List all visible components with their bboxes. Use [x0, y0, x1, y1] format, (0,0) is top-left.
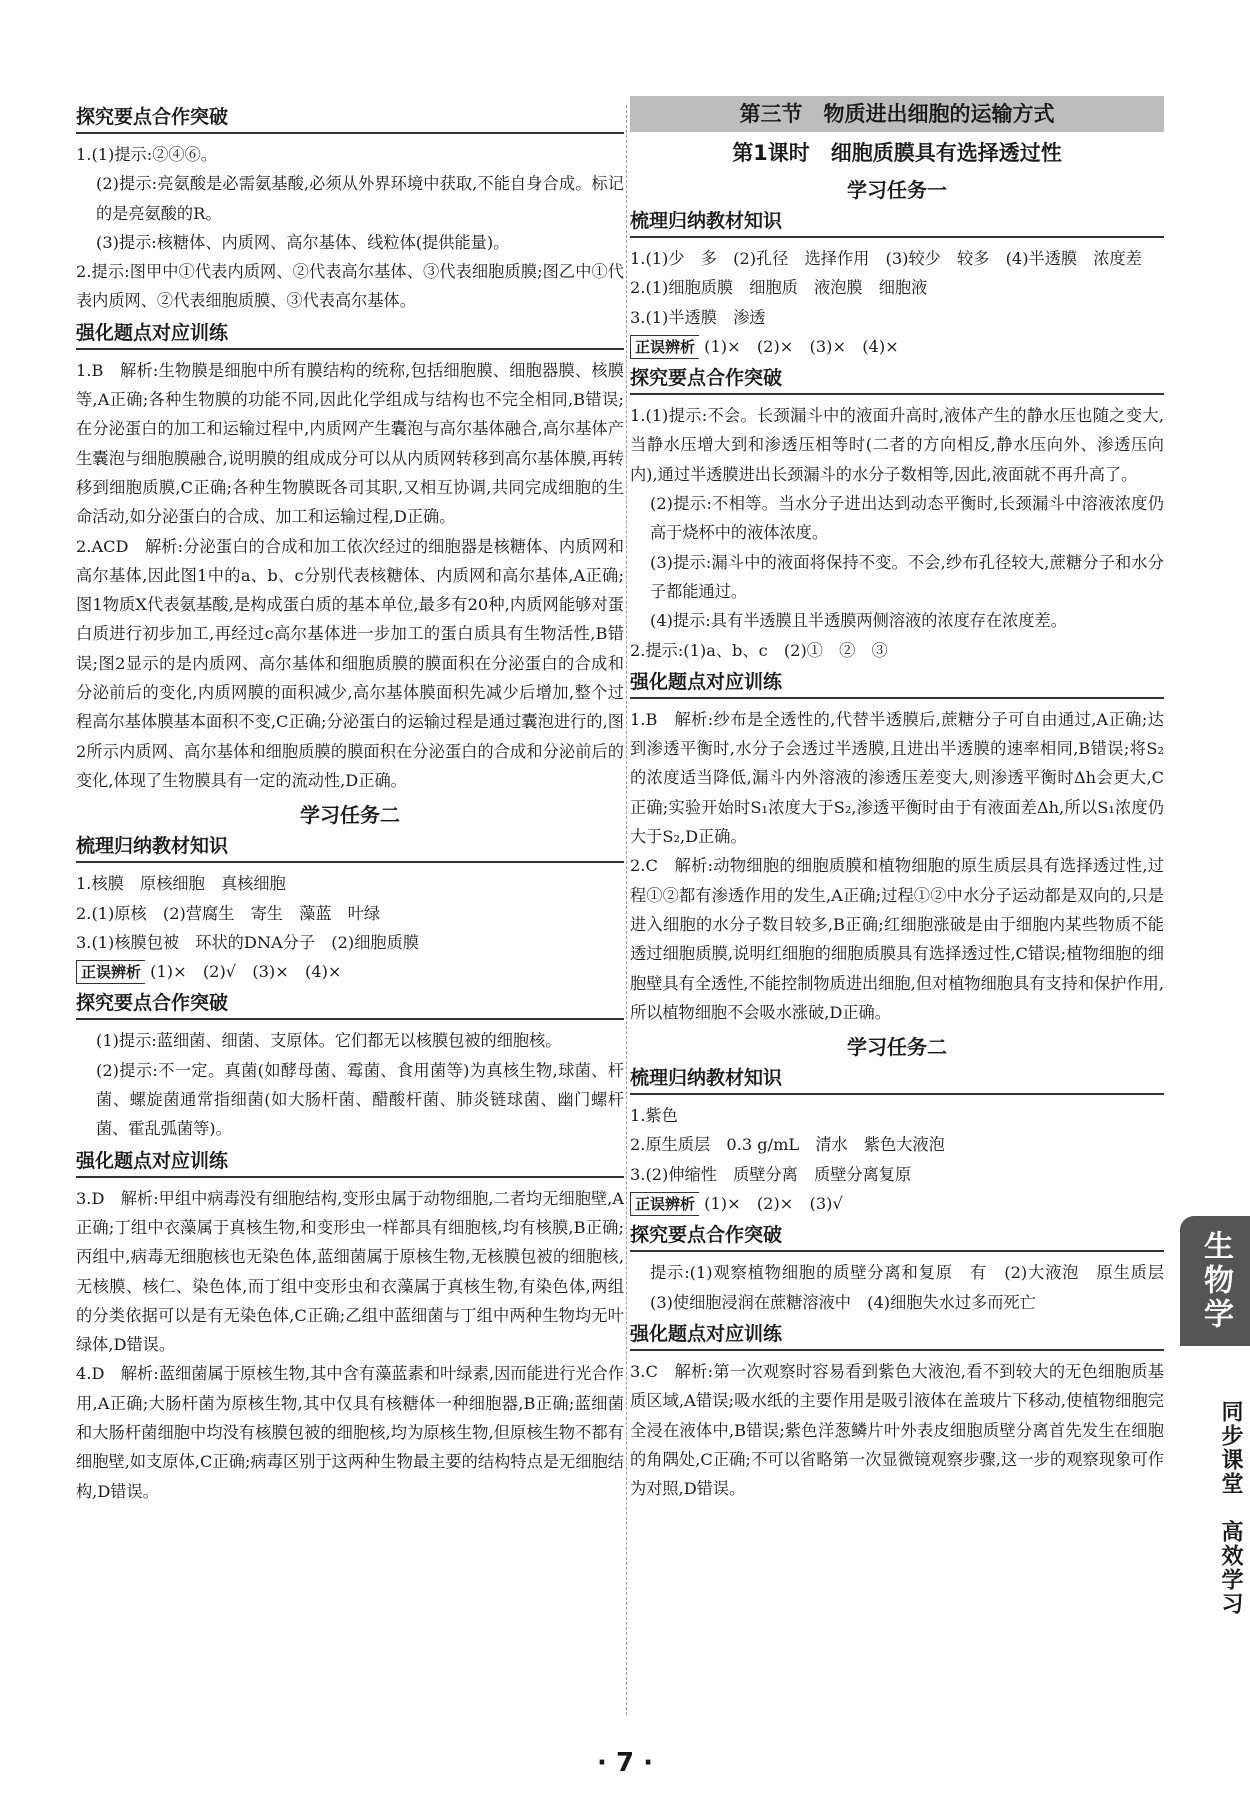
- answer-line: 1.(1)少 多 (2)孔径 选择作用 (3)较少 较多 (4)半透膜 浓度差: [630, 249, 1142, 268]
- right-column: [630, 100, 1181, 1503]
- answer-paragraph: (2)提示:不相等。当水分子进出达到动态平衡时,长颈漏斗中溶液浓度仍高于烧杯中的液体浓度。: [650, 494, 1164, 543]
- heading-review: 梳理归纳教材知识: [76, 833, 624, 863]
- answer-line: 1.核膜 原核细胞 真核细胞: [76, 874, 286, 894]
- answer-paragraph: (2)提示:不一定。真菌(如酵母菌、霉菌、食用菌等)为真核生物,球菌、杆菌、螺旋菌通常指细菌(如大肠杆菌、醋酸杆菌、肺炎链球菌、幽门螺杆菌、霍乱弧菌等)。: [96, 1060, 624, 1139]
- answer-line: 3.(2)伸缩性 质壁分离 质壁分离复原: [630, 1164, 912, 1184]
- judge-answers: (1)× (2)√ (3)× (4)×: [150, 962, 342, 982]
- series-slogan: 同步课堂 高效学习: [1218, 1400, 1243, 1616]
- page-number: · 7 ·: [597, 1748, 653, 1778]
- answer-paragraph: 提示:(1)观察植物细胞的质壁分离和复原 有 (2)大液泡 原生质层 (3)使细胞浸润在蔗糖溶液中 (4)细胞失水过多而死亡: [650, 1263, 1181, 1312]
- judge-line: [76, 957, 624, 986]
- answer-paragraph: 2.ACD 解析:分泌蛋白的合成和加工依次经过的细胞器是核糖体、内质网和高尔基体,因此图1中的a、b、c分别代表核糖体、内质网和高尔基体,A正确;图1物质X代表氨基酸,是构成蛋白质的基本单位,最多有20种,内质网能够对蛋白质进行初步加工,再经过c高尔基体进一步加工的蛋白质具有生物活性,B错误;图2显示的是内质网、高尔基体和细胞质膜的膜面积在分泌蛋白的合成和分泌前后的变化,内质网膜的面积减少,高尔基体膜面积先减少后增加,整个过程高尔基体膜基本面积不变,C正确;分泌蛋白的运输过程是通过囊泡进行的,图2所示内质网、高尔基体和细胞质膜的膜面积在分泌蛋白的合成和分泌前后的变化,体现了生物膜具有一定的流动性,D正确。: [76, 536, 624, 790]
- heading-practice: 强化题点对应训练: [630, 1321, 1164, 1351]
- judge-line: [630, 1189, 1164, 1218]
- answer-line: 2.(1)原核 (2)营腐生 寄生 藻蓝 叶绿: [76, 903, 381, 923]
- answer-line: 2.(1)细胞质膜 细胞质 液泡膜 细胞液: [630, 278, 928, 298]
- heading-review: 梳理归纳教材知识: [630, 208, 1164, 238]
- judge-line: [630, 332, 1164, 361]
- answer-line: 3.(1)核膜包被 环状的DNA分子 (2)细胞质膜: [76, 932, 419, 952]
- heading-review: 梳理归纳教材知识: [630, 1065, 1164, 1095]
- answer-paragraph: 1.(1)提示:不会。长颈漏斗中的液面升高时,液体产生的静水压也随之变大,当静水压增大到和渗透压相等时(二者的方向相反,静水压向外、渗透压向内),通过半透膜进出长颈漏斗的水分子数相等,因此,液面就不再升高了。: [630, 406, 1164, 484]
- judge-answers: (1)× (2)× (3)√: [704, 1194, 843, 1214]
- answer-paragraph: (4)提示:具有半透膜且半透膜两侧溶液的浓度存在浓度差。: [650, 611, 1067, 631]
- answer-paragraph: 1.B 解析:生物膜是细胞中所有膜结构的统称,包括细胞膜、细胞器膜、核膜等,A正确;各种生物膜的功能不同,因此化学组成与结构也不完全相同,B错误;在分泌蛋白的加工和运输过程中,内质网产生囊泡与高尔基体融合,高尔基体产生囊泡与细胞膜融合,说明膜的组成成分可以从内质网转移到高尔基体膜,再转移到细胞质膜,C正确;各种生物膜既各司其职,又相互协调,共同完成细胞的生命活动,如分泌蛋白的合成、加工和运输过程,D正确。: [76, 360, 624, 527]
- heading-explore: 探究要点合作突破: [76, 990, 624, 1020]
- task-title: 学习任务一: [847, 178, 947, 202]
- answer-line: 2.提示:(1)a、b、c (2)① ② ③: [630, 640, 888, 660]
- answer-line: 1.紫色: [630, 1106, 678, 1126]
- answer-paragraph: 2.C 解析:动物细胞的细胞质膜和植物细胞的原生质层具有选择透过性,过程①②都有渗透作用的发生,A正确;过程①②中水分子运动都是双向的,只是进入细胞的水分子数目较多,B正确;红细胞涨破是由于细胞内某些物质不能透过细胞质膜,说明红细胞的细胞质膜具有选择透过性,C错误;植物细胞的细胞壁具有全透性,不能控制物质进出细胞,但对植物细胞具有支持和保护作用,所以植物细胞不会吸水涨破,D正确。: [630, 856, 1164, 1022]
- answer-line: (3)提示:核糖体、内质网、高尔基体、线粒体(提供能量)。: [96, 232, 510, 252]
- answer-line: 1.(1)提示:②④⑥。: [76, 145, 217, 164]
- judge-answers: (1)× (2)× (3)× (4)×: [704, 336, 899, 356]
- task-title: 学习任务二: [300, 803, 400, 828]
- judge-label: 正误辨析: [630, 335, 699, 359]
- answer-line: (2)提示:亮氨酸是必需氨基酸,必须从外界环境中获取,不能自身合成。标记的是亮氨酸的R。: [96, 174, 624, 223]
- answer-paragraph: 3.D 解析:甲组中病毒没有细胞结构,变形虫属于动物细胞,二者均无细胞壁,A正确;丁组中衣藻属于真核生物,和变形虫一样都具有细胞核,均有核膜,B正确;丙组中,病毒无细胞核也无染色体,蓝细菌属于原核生物,无核膜包被的细胞核,无核膜、核仁、染色体,而丁组中变形虫和衣藻属于真核生物,有染色体,两组的分类依据可以是有无染色体,C正确;乙组中蓝细菌与丁组中两种生物均无叶绿体,D错误。: [76, 1188, 624, 1355]
- answer-paragraph: (1)提示:蓝细菌、细菌、支原体。它们都无以核膜包被的细胞核。: [96, 1031, 562, 1051]
- answer-line: 2.提示:图甲中①代表内质网、②代表高尔基体、③代表细胞质膜;图乙中①代表内质网、②代表细胞质膜、③代表高尔基体。: [76, 262, 624, 311]
- task-title: 学习任务二: [847, 1035, 947, 1060]
- heading-practice: 强化题点对应训练: [76, 1148, 624, 1178]
- section-title: 第三节 物质进出细胞的运输方式: [630, 96, 1164, 132]
- judge-label: 正误辨析: [630, 1192, 699, 1216]
- lesson-title: 第1课时 细胞质膜具有选择透过性: [732, 141, 1062, 165]
- heading-explore: 探究要点合作突破: [76, 104, 624, 134]
- column-divider: [626, 105, 627, 1715]
- answer-line: 3.(1)半透膜 渗透: [630, 307, 766, 327]
- answer-paragraph: 1.B 解析:纱布是全透性的,代替半透膜后,蔗糖分子可自由通过,A正确;达到渗透平衡时,水分子会透过半透膜,且进出半透膜的速率相同,B错误;将S₂的浓度适当降低,漏斗内外溶液的渗透压差变大,则渗透平衡时Δh会更大,C正确;实验开始时S₁浓度大于S₂,渗透平衡时由于有液面差Δh,所以S₁浓度仍大于S₂,D正确。: [630, 709, 1164, 847]
- answer-paragraph: 4.D 解析:蓝细菌属于原核生物,其中含有藻蓝素和叶绿素,因而能进行光合作用,A正确;大肠杆菌为原核生物,其中仅具有核糖体一种细胞器,B正确;蓝细菌和大肠杆菌细胞中均没有核膜包被的细胞核,均为原核生物,但原核生物不都有细胞壁,如支原体,C正确;病毒区别于这两种生物最主要的结构特点是无细胞结构,D错误。: [76, 1364, 624, 1501]
- heading-practice: 强化题点对应训练: [76, 320, 624, 350]
- subject-tab: 生物学: [1180, 1216, 1250, 1346]
- answer-paragraph: (3)提示:漏斗中的液面将保持不变。不会,纱布孔径较大,蔗糖分子和水分子都能通过。: [650, 552, 1164, 601]
- judge-label: 正误辨析: [76, 960, 145, 984]
- heading-explore: 探究要点合作突破: [630, 365, 1164, 395]
- heading-explore: 探究要点合作突破: [630, 1222, 1164, 1252]
- left-column: [76, 100, 624, 1506]
- heading-practice: 强化题点对应训练: [630, 669, 1164, 699]
- answer-paragraph: 3.C 解析:第一次观察时容易看到紫色大液泡,看不到较大的无色细胞质基质区域,A错误;吸水纸的主要作用是吸引液体在盖玻片下移动,使植物细胞完全浸在液体中,B错误;紫色洋葱鳞片叶外表皮细胞质壁分离首先发生在细胞的角隅处,C正确;不可以省略第一次显微镜观察步骤,这一步的观察现象可作为对照,D错误。: [630, 1361, 1164, 1499]
- answer-line: 2.原生质层 0.3 g/mL 清水 紫色大液泡: [630, 1135, 945, 1155]
